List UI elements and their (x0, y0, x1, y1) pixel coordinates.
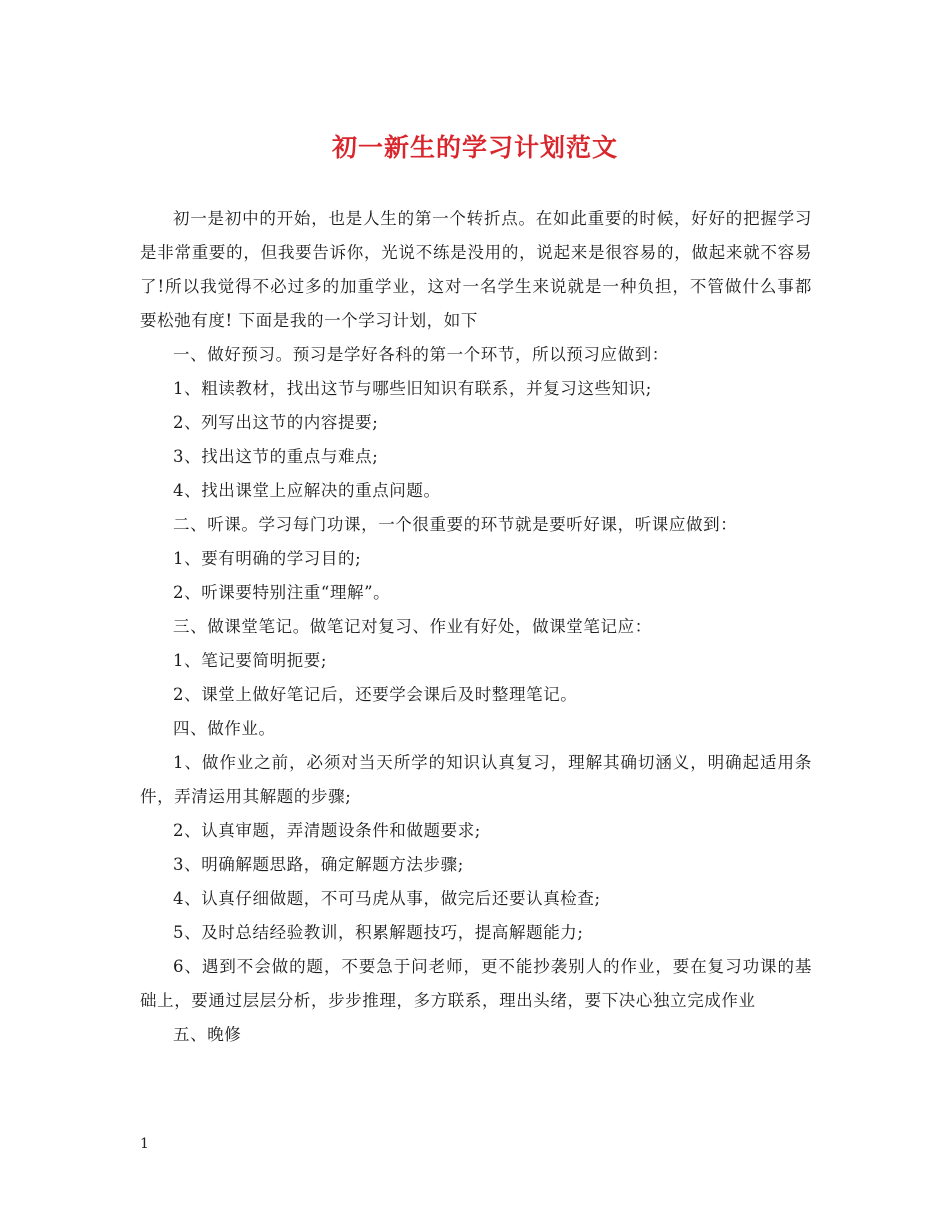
heading-listening: 二、听课。学习每门功课，一个很重要的环节就是要听好课，听课应做到： (173, 515, 738, 534)
heading-notes: 三、做课堂笔记。做笔记对复习、作业有好处，做课堂笔记应： (173, 617, 652, 636)
paragraph-intro: 初一是初中的开始，也是人生的第一个转折点。在如此重要的时候，好好的把握学习是非常重要的，但我要告诉你，光说不练是没用的，说起来是很容易的，做起来就不容易了!所以我觉得不必过多的加重学业，这对一名学生来说就是一种负担，不管做什么事都要松弛有度! 下面是我的一个学习计划，如下 (140, 209, 812, 330)
list-item: 1、做作业之前，必须对当天所学的知识认真复习，理解其确切涵义，明确起适用条件，弄清运用其解题的步骤; (140, 753, 812, 806)
heading-homework: 四、做作业。 (173, 719, 276, 738)
list-item: 2、课堂上做好笔记后，还要学会课后及时整理笔记。 (173, 685, 578, 704)
list-item: 1、粗读教材，找出这节与哪些旧知识有联系，并复习这些知识; (173, 379, 652, 398)
document-title: 初一新生的学习计划范文 (331, 133, 618, 162)
list-item: 2、听课要特别注重“理解”。 (173, 583, 391, 602)
heading-preview: 一、做好预习。预习是学好各科的第一个环节，所以预习应做到： (173, 345, 669, 364)
document-body (140, 202, 812, 1052)
list-item: 2、认真审题，弄清题设条件和做题要求; (173, 821, 481, 840)
list-item: 6、遇到不会做的题，不要急于问老师，更不能抄袭别人的作业，要在复习功课的基础上，要通过层层分析，步步推理，多方联系，理出头绪，要下决心独立完成作业 (140, 957, 812, 1010)
list-item: 1、要有明确的学习目的; (173, 549, 362, 568)
list-item: 3、找出这节的重点与难点; (173, 447, 379, 466)
heading-evening-study: 五、晚修 (173, 1025, 242, 1044)
list-item: 5、及时总结经验教训，积累解题技巧，提高解题能力; (173, 923, 584, 942)
list-item: 4、认真仔细做题，不可马虎从事，做完后还要认真检查; (173, 889, 601, 908)
page-number: 1 (140, 1136, 149, 1152)
list-item: 4、找出课堂上应解决的重点问题。 (173, 481, 441, 500)
list-item: 1、笔记要简明扼要; (173, 651, 328, 670)
list-item: 3、明确解题思路，确定解题方法步骤; (173, 855, 464, 874)
list-item: 2、列写出这节的内容提要; (173, 413, 379, 432)
